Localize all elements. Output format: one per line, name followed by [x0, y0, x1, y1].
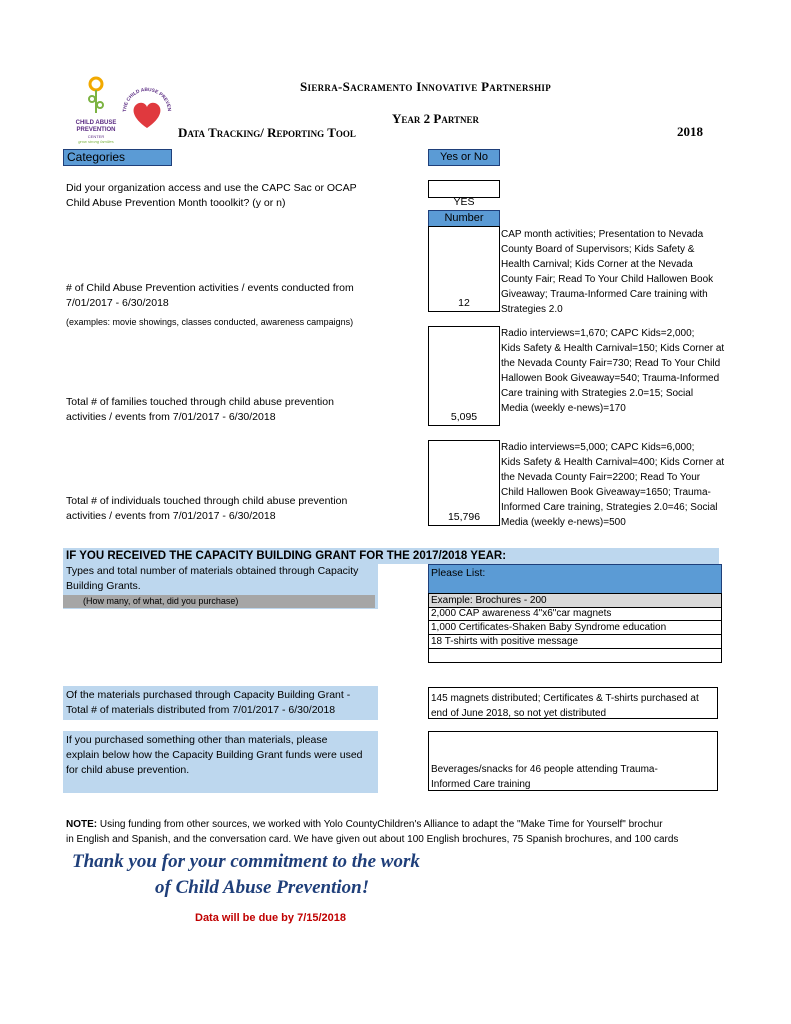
q3-label [66, 395, 416, 425]
grant-other-answer-line1: Beverages/snacks for 46 people attending Trauma- [431, 764, 658, 775]
grant-other-answer-line2: Informed Care training [431, 779, 531, 790]
heart-icon [118, 78, 176, 136]
q1-answer: YES [453, 196, 475, 208]
q3-label-line1: Total # of families touched through child abuse prevention [66, 396, 334, 408]
yes-no-header: Yes or No [428, 149, 500, 166]
q3-note-line: Hallowen Book Giveaway=540; Trauma-Informed [501, 373, 720, 384]
q3-answer: 5,095 [450, 411, 478, 423]
q3-label-line2: activities / events from 7/01/2017 - 6/30/2018 [66, 411, 276, 423]
note-line1-text: Using funding from other sources, we worked with Yolo CountyChildren's Alliance to adapt the "Make Time for Yourself" brochur [97, 819, 663, 830]
q2-label-line2: 7/01/2017 - 6/30/2018 [66, 297, 169, 309]
q2-note-line: Health Carnival; Kids Corner at the Nevada [501, 259, 693, 270]
q4-note-line: Informed Care training, Strategies 2.0=46; Social [501, 502, 718, 513]
flower-icon [72, 75, 120, 115]
please-list-header: Please List: [428, 564, 722, 594]
grant-distributed-line1: Of the materials purchased through Capacity Building Grant - [66, 689, 351, 701]
q2-label [66, 281, 416, 311]
heart-logo-arc-text: THE CHILD ABUSE PREVEN [122, 87, 172, 113]
q4-notes [501, 440, 726, 530]
q1-label-line1: Did your organization access and use the CAPC Sac or OCAP [66, 182, 357, 194]
capc-logo-left [72, 75, 120, 147]
note-line2: in English and Spanish, and the conversation card. We have given out about 100 English brochures, 75 Spanish brochures, and 100 cards [66, 834, 679, 845]
q2-examples: (examples: movie showings, classes conducted, awareness campaigns) [66, 317, 354, 327]
grant-distributed-answer-line2: end of June 2018, so not yet distributed [431, 708, 607, 719]
q2-note-line: Strategies 2.0 [501, 304, 563, 315]
capc-logo-line3: CENTER [87, 134, 105, 139]
q3-note-line: the Nevada County Fair=730; Read To Your Child [501, 358, 721, 369]
q2-note-line: CAP month activities; Presentation to Nevada [501, 229, 704, 240]
q4-label-line1: Total # of individuals touched through child abuse prevention [66, 495, 348, 507]
q2-label-line1: # of Child Abuse Prevention activities / events conducted from [66, 282, 354, 294]
grant-item-row[interactable] [428, 649, 722, 663]
q2-answer: 12 [458, 297, 470, 309]
q4-label-line2: activities / events from 7/01/2017 - 6/30/2018 [66, 510, 276, 522]
q2-note-line: County Fair; Read To Your Child Hallowen Book [501, 274, 714, 285]
grant-other-line2: explain below how the Capacity Building Grant funds were used [66, 749, 363, 761]
header-subtitle: Year 2 Partner [392, 111, 480, 126]
grant-distributed-answer-line1: 145 magnets distributed; Certificates & T-shirts purchased at [431, 693, 699, 704]
due-date-notice: Data will be due by 7/15/2018 [195, 912, 347, 924]
grant-item-row[interactable]: 18 T-shirts with positive message [428, 635, 722, 649]
capc-logo-tagline: grow strong families [78, 139, 114, 144]
q2-note-line: County Board of Supervisors; Kids Safety & [501, 244, 695, 255]
thanks-line1: Thank you for your commitment to the work [72, 851, 420, 872]
q4-note-line: Child Hallowen Book Giveaway=1650; Trauma- [501, 487, 711, 498]
grant-distributed-line2: Total # of materials distributed from 7/01/2017 - 6/30/2018 [66, 704, 336, 716]
grant-other-answer[interactable] [428, 731, 718, 791]
q4-label [66, 494, 416, 524]
thanks-line2: of Child Abuse Prevention! [155, 877, 370, 898]
q3-note-line: Care training with Strategies 2.0=15; Social [501, 388, 694, 399]
q2-notes [501, 227, 726, 317]
capc-logo-line2: PREVENTION [76, 127, 116, 133]
grant-item-row[interactable]: 2,000 CAP awareness 4"x6"car magnets [428, 607, 722, 621]
q4-note-line: the Nevada County Fair=2200; Read To Your [501, 472, 701, 483]
note-label: NOTE: [66, 819, 98, 830]
grant-distributed-answer[interactable] [428, 687, 718, 719]
note-line1 [66, 817, 731, 832]
grant-types-line2: Building Grants. [66, 580, 141, 592]
capc-logo-line1: CHILD ABUSE [75, 120, 117, 126]
q4-answer: 15,796 [447, 511, 481, 523]
grant-section-title: IF YOU RECEIVED THE CAPACITY BUILDING GRANT FOR THE 2017/2018 YEAR: [63, 548, 719, 564]
q3-note-line: Kids Safety & Health Carnival=150; Kids Corner at [501, 343, 725, 354]
note-block [66, 817, 731, 847]
grant-other-line3: for child abuse prevention. [66, 764, 190, 776]
q3-note-line: Radio interviews=1,670; CAPC Kids=2,000; [501, 328, 695, 339]
grant-types-hint: (How many, of what, did you purchase) [63, 595, 375, 608]
q3-note-line: Media (weekly e-news)=170 [501, 403, 626, 414]
grant-types-line1: Types and total number of materials obtained through Capacity [66, 565, 359, 577]
q1-label [66, 181, 416, 211]
q2-note-line: Giveaway; Trauma-Informed Care training with [501, 289, 708, 300]
header-year: 2018 [677, 124, 703, 139]
grant-example-row: Example: Brochures - 200 [428, 593, 722, 608]
grant-item-row[interactable]: 1,000 Certificates-Shaken Baby Syndrome education [428, 621, 722, 635]
q4-note-line: Media (weekly e-news)=500 [501, 517, 626, 528]
q1-label-line2: Child Abuse Prevention Month tooolkit? (y or n) [66, 197, 286, 209]
q4-note-line: Radio interviews=5,000; CAPC Kids=6,000; [501, 442, 695, 453]
grant-other-label [63, 731, 378, 793]
capc-heart-logo [118, 78, 176, 136]
q3-notes [501, 326, 726, 416]
number-header: Number [428, 210, 500, 227]
q4-note-line: Kids Safety & Health Carnival=400; Kids Corner at [501, 457, 725, 468]
header-tool: Data Tracking/ Reporting Tool [178, 125, 356, 140]
categories-header: Categories [63, 149, 172, 166]
grant-distributed-label [63, 686, 378, 720]
header-title: Sierra-Sacramento Innovative Partnership [300, 79, 551, 94]
grant-other-line1: If you purchased something other than materials, please [66, 734, 328, 746]
